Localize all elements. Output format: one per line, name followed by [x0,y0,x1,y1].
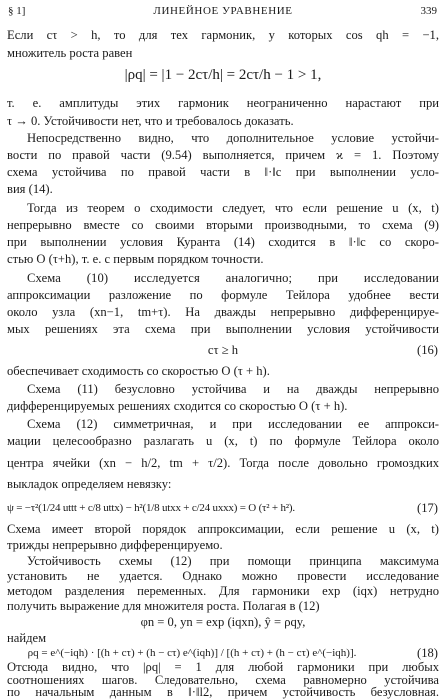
section-marker: § 1] [8,5,26,17]
text-line: Схема (12) симметричная, и при исследовании ее аппрокси- [27,417,439,431]
text-line: при выполнении условия Куранта (14) сходится в ‖·‖c со скоро- [7,235,439,249]
formula-growth-factor: |ρq| = |1 − 2cτ/h| = 2cτ/h − 1 > 1, [124,67,322,83]
text-line: дифференцируемых решениях сходится со скоростью O (τ + h). [7,399,348,413]
text-line: Непосредственно видно, что дополнительное условие устойчи- [27,131,439,145]
formula-residual: ψ = −τ²(1/24 uttt + c/8 uttx) − h²(1/8 utxx + c/24 uxxx) = O (τ² + h²). [7,502,295,514]
text-line: обеспечивает сходимость со скоростью O (τ + h). [7,364,270,378]
text-line: по начальным данным в ‖·‖l2, причем устойчивость безусловная. [7,685,439,699]
text-line: Если cτ > h, то для тех гармоник, у которых cos qh = −1, [7,28,439,42]
text-line: Отсюда видно, что |ρq| = 1 для любой гармоники при любых [7,660,439,674]
formula-substitution: φn = 0, yn = exp (iqxn), ŷ = ρqy, [140,615,306,629]
text-line: Тогда из теорем о сходимости следует, что если решение u (x, t) [27,201,439,215]
text-line: стью O (τ+h), т. е. с первым порядком точности. [7,252,264,266]
text-line: Схема (11) безусловно устойчива и на дважды непрерывно [27,382,439,396]
equation-number: (18) [417,646,438,660]
text-line: т. е. амплитуды этих гармоник неограниченно нарастают при [7,96,439,110]
text-line: мых решениях эта схема при выполнении условия устойчивости [7,322,439,336]
text-line: соотношениях шагов. Следовательно, схема равномерно устойчива [7,673,439,687]
formula-growth-factor-18: ρq = e^(−iqh) · [(h + cτ) + (h − cτ) e^(iqh)] / [(h + cτ) + (h − cτ) e^(−iqh)]. [27,647,357,659]
text-line: схема устойчива по правой части в ‖·‖c при выполнении усло- [7,165,439,179]
text-line: методом разделения переменных. Для гармоники exp (iqx) нетрудно [7,584,439,598]
text-line: найдем [7,631,47,645]
text-line: установить не удается. Однако можно провести исследование [7,569,439,583]
text-line: вости по правой части (9.54) выполняется, причем ϰ = 1. Поэтому [7,148,439,162]
text-line: Схема (10) исследуется аналогично; при исследовании [27,271,439,285]
text-line: вия (14). [7,182,53,196]
text-line: τ → 0. Устойчивости нет, что и требовалось доказать. [7,114,294,128]
text-line: аппроксимации разложение по формуле Тейлора удобнее вести [7,288,439,302]
text-line: получить выражение для множителя роста. Полагая в (12) [7,599,320,613]
text-line: мации целесообразно разлагать u (x, t) по формуле Тейлора около [7,434,439,448]
text-line: множитель роста равен [7,46,133,60]
equation-number: (16) [417,343,438,357]
running-title: ЛИНЕЙНОЕ УРАВНЕНИЕ [153,5,293,17]
stability-condition: cτ ≥ h [207,343,239,357]
text-line: непрерывно вместе со своими вторыми производными, то схема (9) [7,218,439,232]
text-line: около узла (xn−1, tm+τ). На дважды непрерывно дифференцируе- [7,305,439,319]
equation-number: (17) [417,501,438,515]
page-number: 339 [420,5,437,17]
text-line: Схема имеет второй порядок аппроксимации, если решение u (x, t) [7,522,439,536]
text-line: трижды непрерывно дифференцируемо. [7,538,223,552]
text-line: центра ячейки (xn − h/2, tm + τ/2). Тогда после довольно громоздких [7,456,439,470]
text-line: Устойчивость схемы (12) при помощи принципа максимума [27,554,439,568]
text-line: выкладок определяем невязку: [7,477,172,491]
